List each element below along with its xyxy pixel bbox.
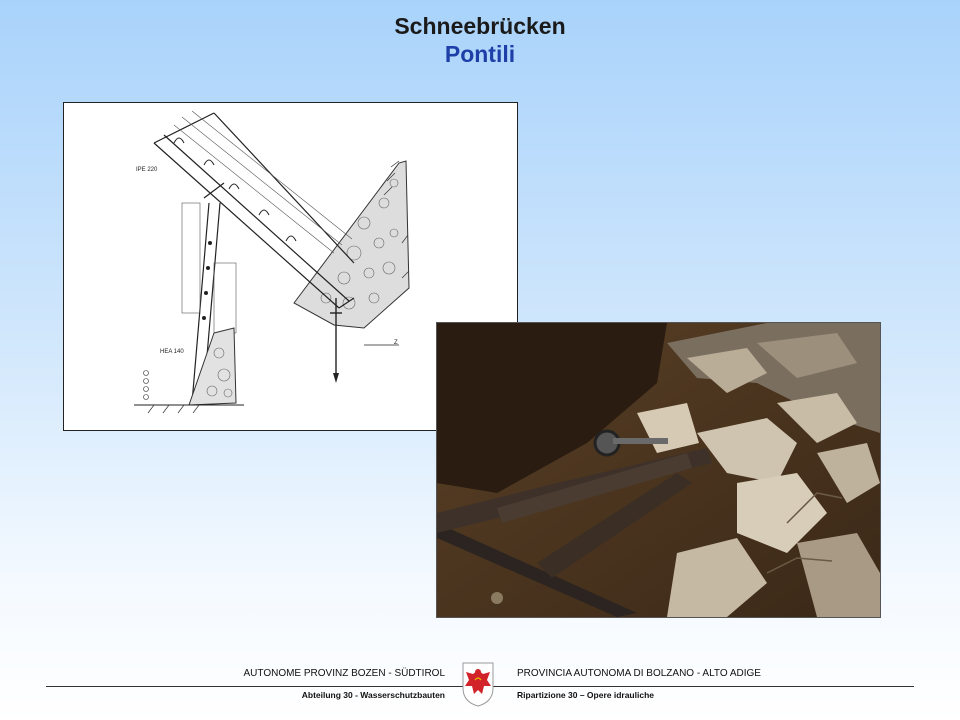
slide-title bbox=[0, 12, 960, 68]
title-german: Schneebrücken bbox=[394, 13, 566, 39]
label-z: Z bbox=[394, 340, 398, 346]
crest-icon bbox=[460, 660, 496, 708]
footer-province-italian: PROVINCIA AUTONOMA DI BOLZANO - ALTO ADIGE bbox=[517, 668, 761, 679]
title-italian: Pontili bbox=[444, 41, 516, 67]
footer-department-italian: Ripartizione 30 – Opere idrauliche bbox=[517, 690, 654, 700]
field-photo bbox=[436, 322, 881, 618]
label-hea: HEA 140 bbox=[160, 349, 184, 355]
label-ipe: IPE 220 bbox=[136, 167, 158, 173]
footer-province-german: AUTONOME PROVINZ BOZEN - SÜDTIROL bbox=[243, 668, 445, 679]
footer-department-german: Abteilung 30 - Wasserschutzbauten bbox=[301, 690, 445, 700]
